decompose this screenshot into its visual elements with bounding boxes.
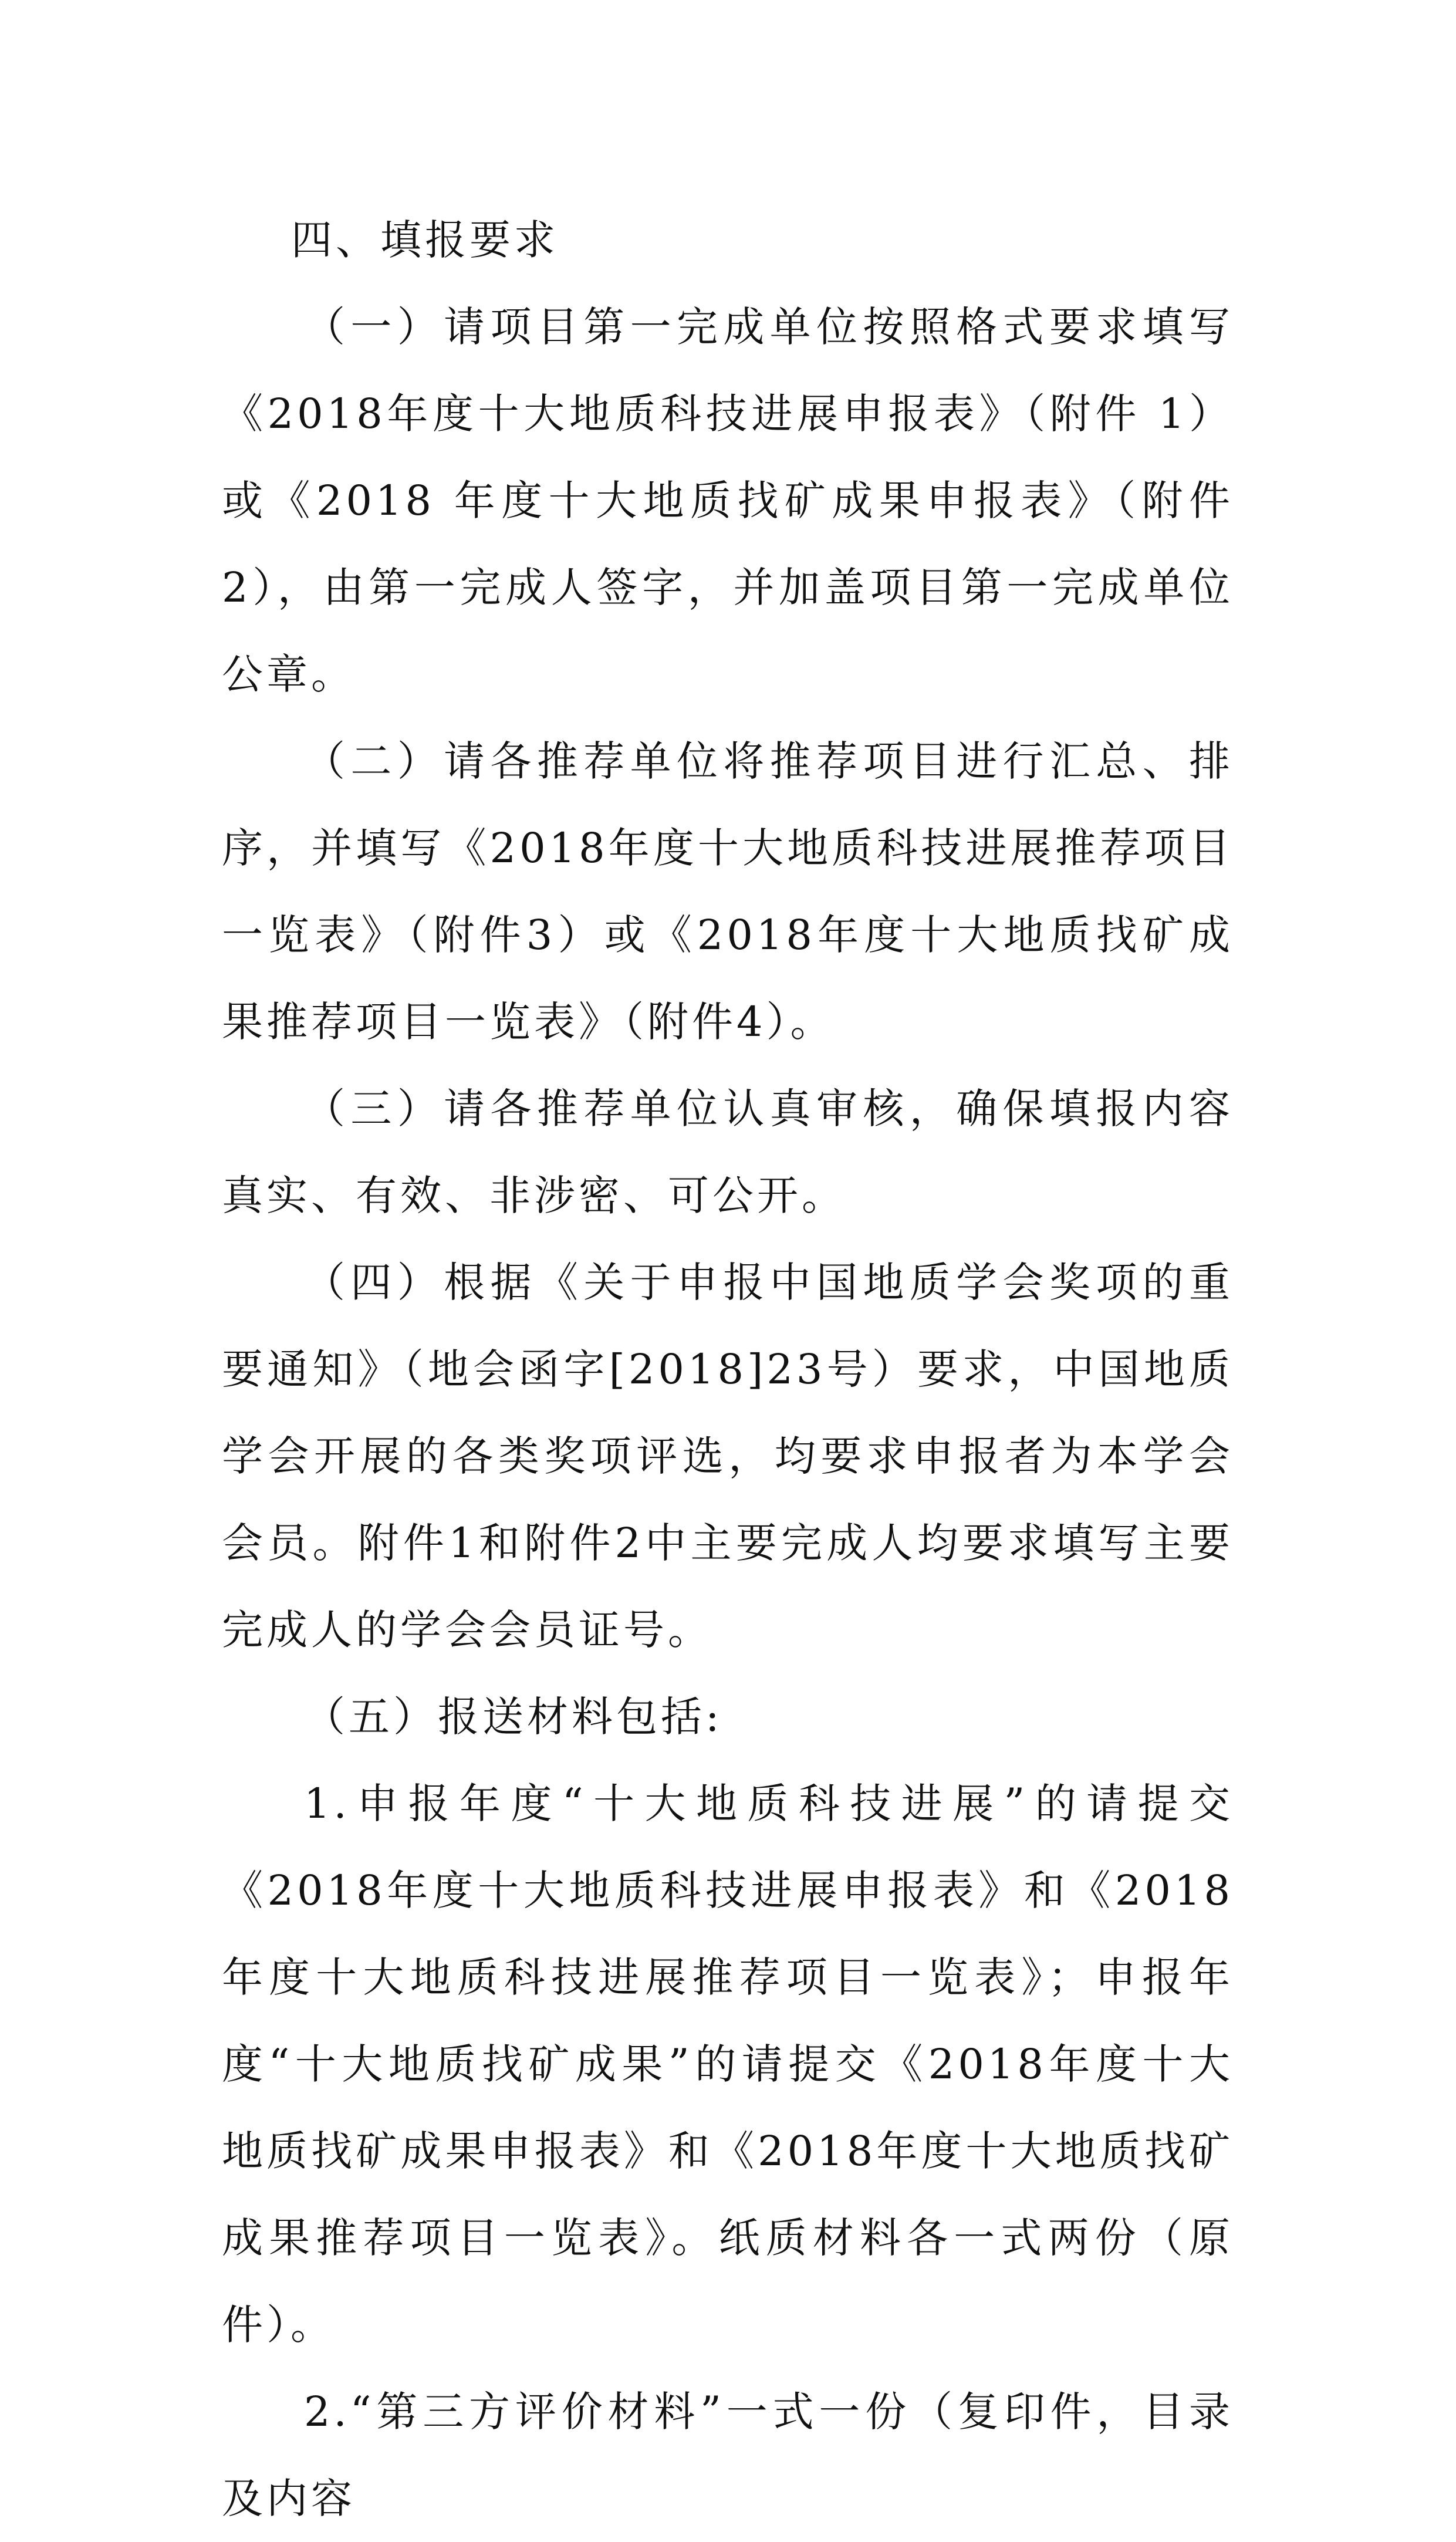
paragraph-item-4: （四）根据《关于申报中国地质学会奖项的重要通知》（地会函字[2018]23号）要求，中国地质学会开展的各类奖项评选，均要求申报者为本学会会员。附件1和附件2中主要完成人均要求填写主要完成人的学会会员证号。 [222, 1258, 1234, 1654]
paragraph-item-5: （五）报送材料包括: [304, 1693, 723, 1741]
paragraph-item-2: （二）请各推荐单位将推荐项目进行汇总、排序，并填写《2018年度十大地质科技进展推荐项目一览表》（附件3）或《2018年度十大地质找矿成果推荐项目一览表》（附件4）。 [222, 737, 1234, 1046]
section-heading: 四、填报要求 [291, 216, 559, 264]
paragraph-subitem-2: 2.“第三方评价材料”一式一份（复印件，目录及内容 [222, 2388, 1234, 2523]
document-body [222, 197, 1234, 2542]
paragraph-item-1: （一）请项目第一完成单位按照格式要求填写《2018年度十大地质科技进展申报表》（附件 1）或《2018 年度十大地质找矿成果申报表》（附件 2），由第一完成人签字，并加盖项目第一完成单位公章。 [222, 303, 1234, 698]
paragraph-subitem-1: 1.申报年度“十大地质科技进展”的请提交《2018年度十大地质科技进展申报表》和《2018 年度十大地质科技进展推荐项目一览表》；申报年度“十大地质找矿成果”的请提交《2018年度十大地质找矿成果申报表》和《2018年度十大地质找矿成果推荐项目一览表》。纸质材料各一式两份（原件）。 [222, 1780, 1234, 2349]
paragraph-item-3: （三）请各推荐单位认真审核，确保填报内容真实、有效、非涉密、可公开。 [222, 1085, 1234, 1220]
